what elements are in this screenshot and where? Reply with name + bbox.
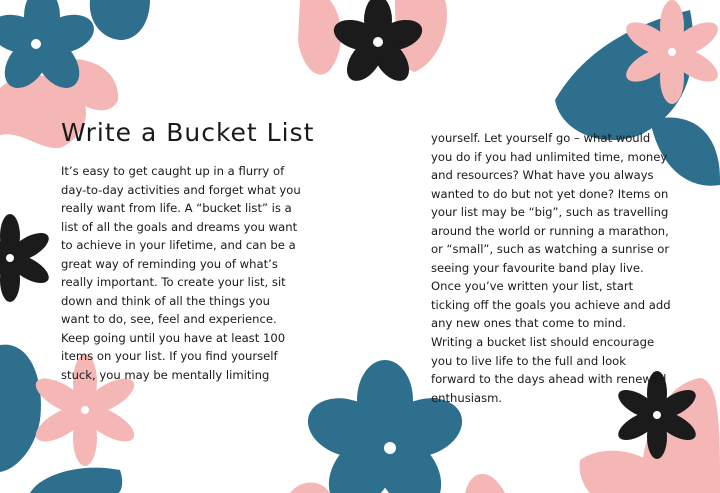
teal-leaf-shape bbox=[30, 468, 122, 493]
paragraph-left-column: It’s easy to get caught up in a flurry of day-to-day activities and forget what you really want from life. A “bucket list” is a list of all the goals and dreams you want to achieve in your lifetime, and can be a great way of reminding you of what’s really important. To create your list, sit down and think of all the things you want to do, see, feel and experience. Keep going until you have at least 100 items on your list. If you find yourself stuck, you may be mentally limiting bbox=[61, 164, 301, 383]
teal-leaf-shape bbox=[0, 345, 41, 472]
flower-center-dot bbox=[668, 48, 676, 56]
pink-blob-shape bbox=[298, 0, 341, 75]
flower-center-dot bbox=[81, 406, 89, 414]
paragraph-right-column: yourself. Let yourself go – what would you do if you had unlimited time, money and resources? What have you always wanted to do but not yet done? Items on your list may be “big”, such as travelling around the world or running a marathon, or “small”, such as watching a sunrise or seeing your favourite band play live. Once you’ve written your list, start ticking off the goals you achieve and add any new ones that come to mind. Writing a bucket list should encourage you to live life to the full and look forward to the days ahead with renewed enthusiasm. bbox=[431, 131, 671, 405]
flower-center-dot bbox=[373, 37, 383, 47]
teal-blob-shape bbox=[90, 0, 150, 40]
flower-center-dot bbox=[384, 442, 396, 454]
flower-center-dot bbox=[31, 39, 41, 49]
flower-center-dot bbox=[653, 411, 661, 419]
flower-center-dot bbox=[6, 254, 14, 262]
pink-blob-shape bbox=[465, 474, 505, 493]
pink-blob-shape bbox=[290, 482, 330, 493]
page-title: Write a Bucket List bbox=[61, 118, 315, 147]
